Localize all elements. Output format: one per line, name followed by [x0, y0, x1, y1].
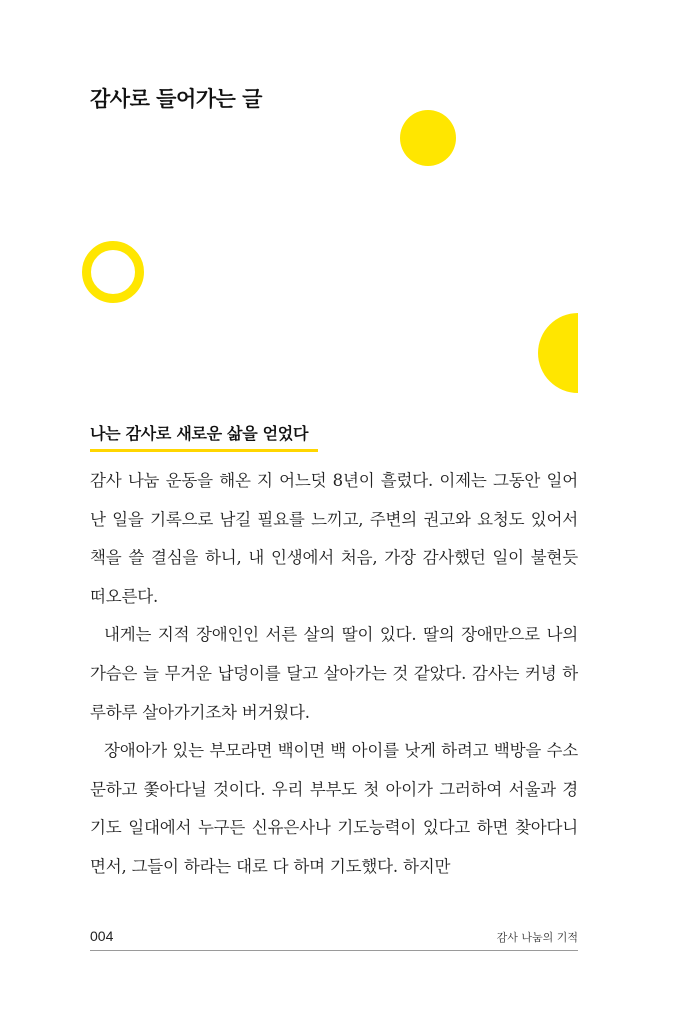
yellow-ring-decoration [82, 241, 144, 303]
footer-rule [90, 950, 578, 951]
body-text [90, 462, 578, 887]
chapter-title: 감사로 들어가는 글 [90, 87, 262, 111]
yellow-half-circle-decoration [538, 313, 578, 393]
paragraph-3: 장애아가 있는 부모라면 백이면 백 아이를 낫게 하려고 백방을 수소문하고 쫓아다닐 것이다. 우리 부부도 첫 아이가 그러하여 서울과 경기도 일대에서 누구든 신유은사나 기도능력이 있다고 하면 찾아다니면서, 그들이 하라는 대로 다 하며 기도했다. 하지만 [90, 741, 578, 876]
yellow-circle-decoration [400, 110, 456, 166]
section-heading: 나는 감사로 새로운 삶을 얻었다 [90, 424, 309, 443]
page-number: 004 [90, 928, 114, 944]
running-title: 감사 나눔의 기적 [496, 931, 578, 944]
paragraph-2: 내게는 지적 장애인인 서른 살의 딸이 있다. 딸의 장애만으로 나의 가슴은 늘 무거운 납덩이를 달고 살아가는 것 같았다. 감사는 커녕 하루하루 살아가기조차 버거웠다. [90, 625, 578, 722]
section-heading-underline [90, 449, 318, 452]
paragraph-1: 감사 나눔 운동을 해온 지 어느덧 8년이 흘렀다. 이제는 그동안 일어난 일을 기록으로 남길 필요를 느끼고, 주변의 권고와 요청도 있어서 책을 쓸 결심을 하니, 내 인생에서 처음, 가장 감사했던 일이 불현듯 떠오른다. [90, 471, 578, 606]
